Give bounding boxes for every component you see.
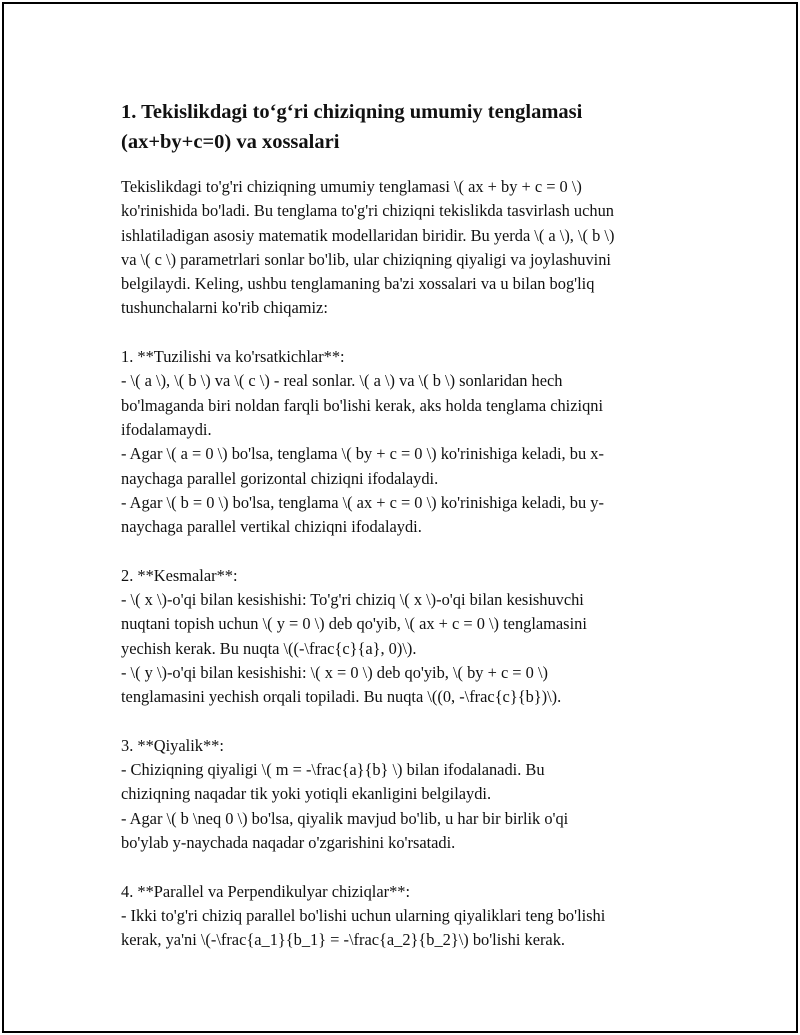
document-content	[121, 97, 691, 953]
section-structure	[121, 345, 691, 539]
section-heading: 3. **Qiyalik**:	[121, 735, 224, 755]
text-line: nuqtani topish uchun \( y = 0 \) deb qo'yib, \( ax + c = 0 \) tenglamasini	[121, 614, 587, 634]
document-body	[121, 175, 691, 953]
title-line: (ax+by+c=0) va xossalari	[121, 131, 340, 153]
text-line: va \( c \) parametrlari sonlar bo'lib, ular chiziqning qiyaligi va joylashuvini	[121, 249, 611, 269]
document-title	[121, 97, 691, 157]
text-line: - \( y \)-o'qi bilan kesishishi: \( x = 0 \) deb qo'yib, \( by + c = 0 \)	[121, 662, 548, 682]
document-page	[2, 2, 798, 1033]
section-heading: 4. **Parallel va Perpendikulyar chiziqlar**:	[121, 881, 411, 901]
section-heading: 2. **Kesmalar**:	[121, 565, 238, 585]
text-line: bo'ylab y-naychada naqadar o'zgarishini ko'rsatadi.	[121, 833, 456, 853]
text-line: - Agar \( a = 0 \) bo'lsa, tenglama \( by + c = 0 \) ko'rinishiga keladi, bu x-	[121, 444, 604, 464]
section-intercepts	[121, 564, 691, 710]
text-line: ishlatiladigan asosiy matematik modellaridan biridir. Bu yerda \( a \), \( b \)	[121, 225, 615, 245]
section-heading: 1. **Tuzilishi va ko'rsatkichlar**:	[121, 347, 345, 367]
text-line: ifodalamaydi.	[121, 419, 212, 439]
section-slope	[121, 734, 691, 855]
text-line: tenglamasini yechish orqali topiladi. Bu nuqta \((0, -\frac{c}{b})\).	[121, 687, 562, 707]
text-line: bo'lmaganda biri noldan farqli bo'lishi kerak, aks holda tenglama chiziqni	[121, 395, 604, 415]
text-line: - Ikki to'g'ri chiziq parallel bo'lishi uchun ularning qiyaliklari teng bo'lishi	[121, 905, 606, 925]
section-parallel-perpendicular	[121, 880, 691, 953]
blank-line	[121, 710, 691, 734]
text-line: yechish kerak. Bu nuqta \((-\frac{c}{a}, 0)\).	[121, 638, 417, 658]
intro-paragraph	[121, 175, 691, 321]
text-line: chiziqning naqadar tik yoki yotiqli ekanligini belgilaydi.	[121, 784, 492, 804]
text-line: ko'rinishida bo'ladi. Bu tenglama to'g'ri chiziqni tekislikda tasvirlash uchun	[121, 201, 614, 221]
text-line: - Agar \( b = 0 \) bo'lsa, tenglama \( ax + c = 0 \) ko'rinishiga keladi, bu y-	[121, 492, 604, 512]
text-line: Tekislikdagi to'g'ri chiziqning umumiy tenglamasi \( ax + by + c = 0 \)	[121, 177, 582, 196]
text-line: belgilaydi. Keling, ushbu tenglamaning ba'zi xossalari va u bilan bog'liq	[121, 274, 595, 294]
text-line: - Chiziqning qiyaligi \( m = -\frac{a}{b} \) bilan ifodalanadi. Bu	[121, 760, 545, 780]
blank-line	[121, 855, 691, 879]
text-line: naychaga parallel gorizontal chiziqni ifodalaydi.	[121, 468, 439, 488]
text-line: - \( x \)-o'qi bilan kesishishi: To'g'ri chiziq \( x \)-o'qi bilan kesishuvchi	[121, 590, 584, 610]
text-line: kerak, ya'ni \(-\frac{a_1}{b_1} = -\frac{a_2}{b_2}\) bo'lishi kerak.	[121, 930, 565, 950]
blank-line	[121, 321, 691, 345]
blank-line	[121, 539, 691, 563]
title-line: 1. Tekislikdagi to‘g‘ri chiziqning umumiy tenglamasi	[121, 101, 583, 123]
text-line: tushunchalarni ko'rib chiqamiz:	[121, 298, 328, 318]
text-line: - Agar \( b \neq 0 \) bo'lsa, qiyalik mavjud bo'lib, u har bir birlik o'qi	[121, 808, 569, 828]
text-line: - \( a \), \( b \) va \( c \) - real sonlar. \( a \) va \( b \) sonlaridan hech	[121, 371, 563, 391]
text-line: naychaga parallel vertikal chiziqni ifodalaydi.	[121, 517, 422, 537]
